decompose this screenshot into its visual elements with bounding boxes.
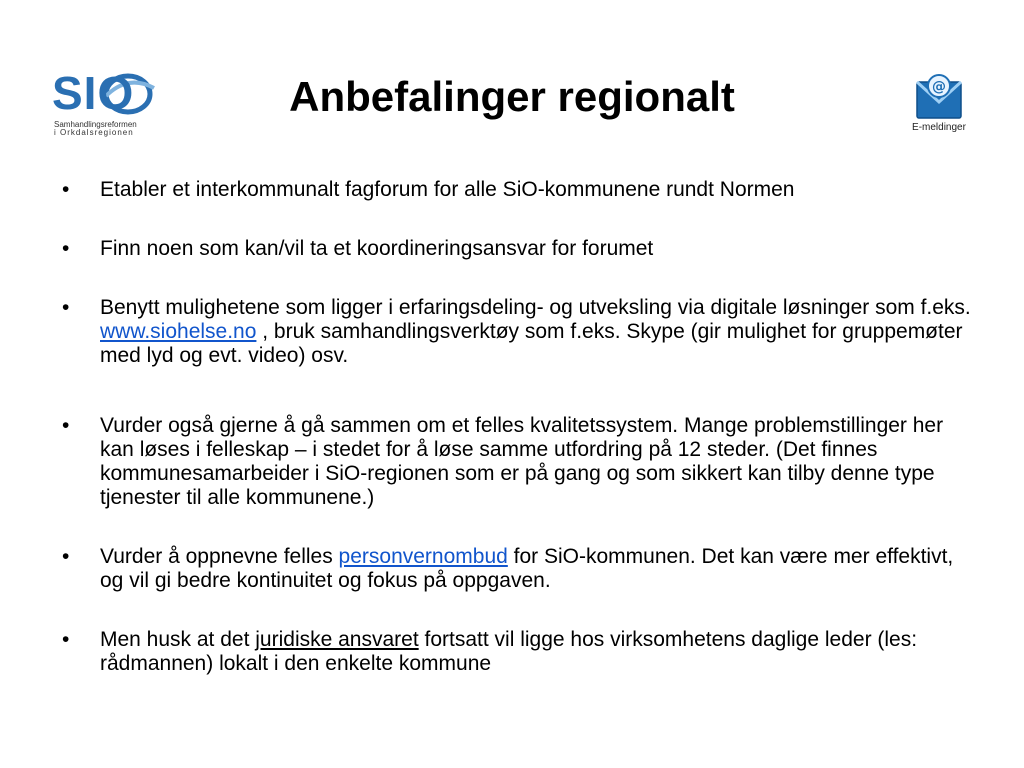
e-meldinger-caption: E-meldinger (912, 122, 966, 133)
slide-title: Anbefalinger regionalt (289, 73, 735, 120)
siohelse-link[interactable]: www.siohelse.no (100, 320, 257, 343)
bullet-text: for SiO-kommunen. Det kan være mer effektivt, og vil gi bedre kontinuitet og fokus på oppgaven. (100, 545, 954, 592)
bullet-text: Vurder også gjerne å gå sammen om et felles kvalitetssystem. Mange problemstillinger her kan løses i felleskap – i stedet for å løse samme utfordring på 12 steder. (Det finnes kommunesamarbeider i SiO-regionen som er på gang og som sikkert kan tilby denne type tjenester til alle kommunene.) (100, 414, 944, 509)
bullet-dot: • (62, 628, 70, 651)
bullet-dot: • (62, 296, 70, 319)
bullet-dot: • (62, 545, 70, 568)
bullet-item (62, 237, 980, 261)
sio-logo-text: SIO (52, 67, 135, 119)
bullet-text: Etabler et interkommunalt fagforum for alle SiO-kommunene rundt Normen (100, 178, 795, 201)
bullet-text: Finn noen som kan/vil ta et koordineringsansvar for forumet (100, 237, 654, 260)
svg-text:@: @ (932, 79, 946, 95)
bullet-item (62, 628, 980, 676)
envelope-at-icon (906, 72, 972, 122)
bullet-list (62, 178, 980, 676)
bullet-item (62, 414, 980, 510)
bullet-item (62, 296, 980, 368)
bullet-text: Benytt mulighetene som ligger i erfaringsdeling- og utveksling via digitale løsninger som f.eks. (100, 296, 971, 319)
bullet-text: , bruk samhandlingsverktøy som f.eks. Skype (gir mulighet for gruppemøter med lyd og evt. video) osv. (100, 320, 963, 367)
bullet-dot: • (62, 414, 70, 437)
juridiske-ansvaret-text: juridiske ansvaret (255, 628, 419, 651)
bullet-item (62, 178, 980, 202)
bullet-text: Vurder å oppnevne felles (100, 545, 339, 568)
bullet-dot: • (62, 178, 70, 201)
bullet-item (62, 545, 980, 593)
bullet-dot: • (62, 237, 70, 260)
personvernombud-link[interactable]: personvernombud (338, 545, 508, 568)
sio-logo-subtitle-2: i Orkdalsregionen (54, 128, 134, 137)
e-meldinger-logo[interactable] (906, 72, 972, 138)
bullet-text: fortsatt vil ligge hos virksomhetens daglige leder (les: rådmannen) lokalt i den enkelte kommune (100, 628, 918, 675)
bullet-text: Men husk at det (100, 628, 256, 651)
sio-logo-subtitle-1: Samhandlingsreformen (54, 120, 137, 129)
